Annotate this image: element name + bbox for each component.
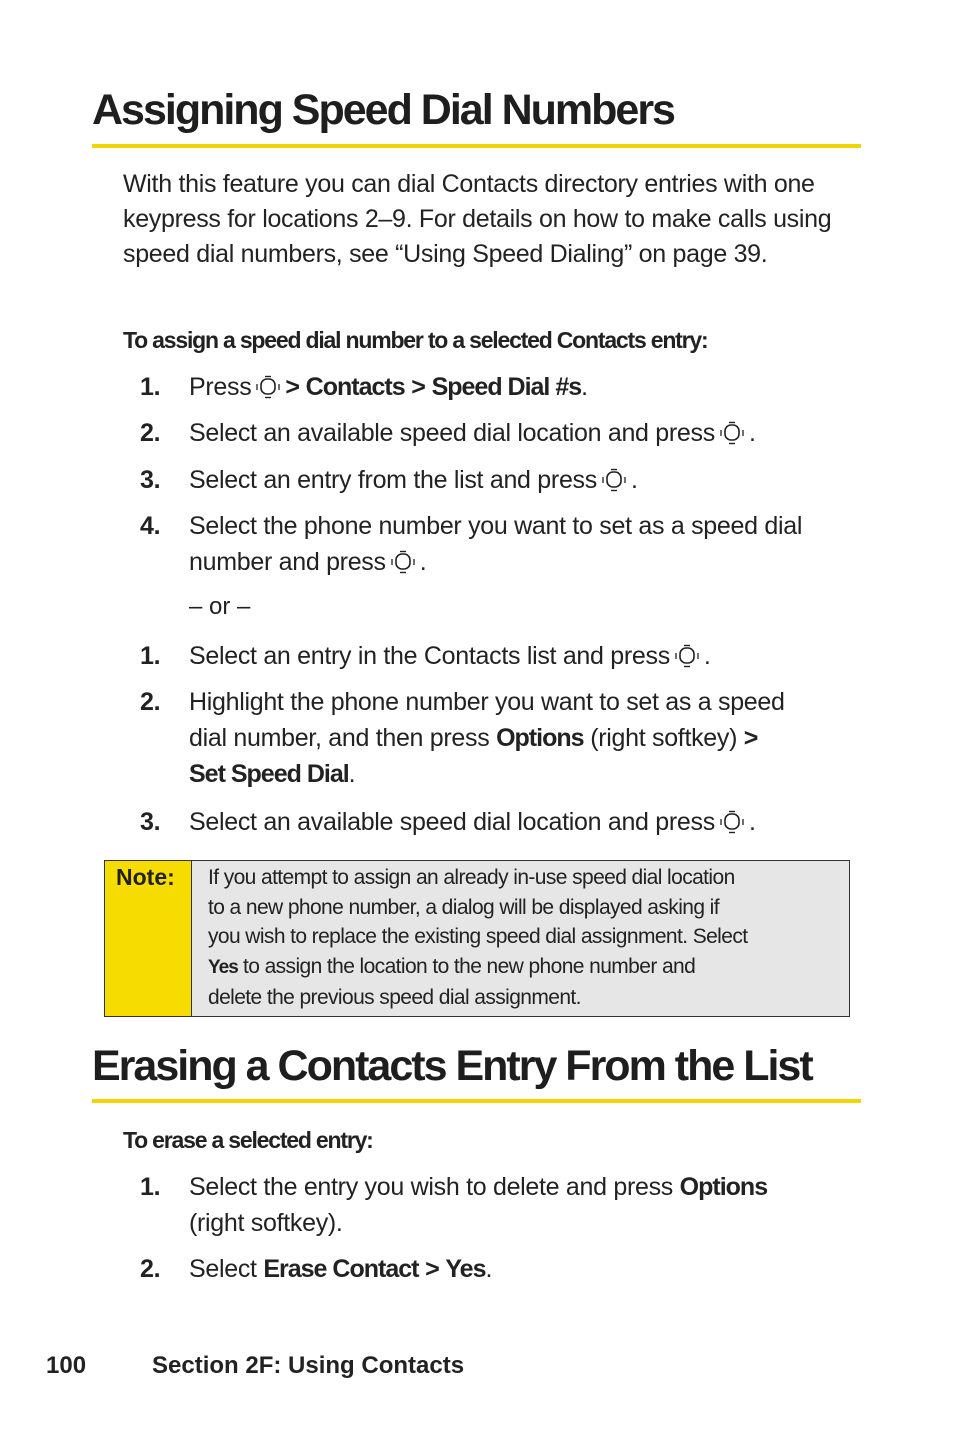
subheading-erase: To erase a selected entry: (123, 1127, 373, 1153)
intro-paragraph: With this feature you can dial Contacts directory entries with one keypress for locations 2–9. For details on how to make calls using speed dial numbers, see “Using Speed Dialing” on page 39. (123, 170, 832, 268)
step-number: 3. (140, 808, 161, 836)
step-number: 1. (140, 1173, 161, 1201)
step-number: 4. (140, 512, 161, 540)
set-speed-dial-label: Set Speed Dial (189, 760, 349, 788)
step-number: 2. (140, 688, 161, 716)
step-text: Select an entry in the Contacts list and press . (189, 642, 711, 670)
erase-contact-label: Erase Contact (263, 1255, 419, 1283)
title-rule (92, 1099, 861, 1103)
section-title-speed-dial: Assigning Speed Dial Numbers (92, 86, 674, 134)
note-text: If you attempt to assign an already in-use speed dial location to a new phone number, a dialog will be displayed asking if you wish to replace the existing speed dial assignment. Select Yes to assign the location to the new phone number and delete the previous speed dial assignment. (208, 866, 748, 1009)
section-title-erase: Erasing a Contacts Entry From the List (92, 1042, 812, 1090)
yes-label: Yes (445, 1255, 486, 1283)
step-number: 3. (140, 466, 161, 494)
menu-path-speed-dial: Speed Dial #s (431, 373, 582, 401)
title-rule (92, 144, 861, 148)
step-number: 1. (140, 373, 161, 401)
step-number: 2. (140, 1255, 161, 1283)
menu-ok-key-icon (390, 550, 416, 574)
menu-ok-key-icon (674, 644, 700, 668)
page-number: 100 (46, 1352, 87, 1379)
menu-ok-key-icon (601, 468, 627, 492)
step-text: Select Erase Contact > Yes. (189, 1255, 493, 1283)
menu-path-contacts: Contacts (305, 373, 405, 401)
step-text: Select the phone number you want to set as a speed dial number and press . (189, 512, 803, 576)
step-text: Press > Contacts > Speed Dial #s. (189, 373, 588, 401)
menu-ok-key-icon (719, 421, 745, 445)
step-text: Select the entry you wish to delete and press Options (right softkey). (189, 1173, 768, 1237)
options-softkey-label: Options (496, 724, 584, 752)
section-footer: Section 2F: Using Contacts (152, 1352, 465, 1379)
step-text: Select an available speed dial location and press . (189, 419, 756, 447)
step-text: Select an entry from the list and press . (189, 466, 638, 494)
options-softkey-label: Options (679, 1173, 768, 1201)
note-box (104, 860, 850, 1017)
step-text: Select an available speed dial location and press . (189, 808, 756, 836)
note-yes-label: Yes (208, 957, 238, 979)
or-separator: – or – (189, 593, 251, 620)
note-label-cell (105, 861, 192, 1016)
menu-ok-key-icon (719, 810, 745, 834)
step-number: 2. (140, 419, 161, 447)
step-number: 1. (140, 642, 161, 670)
note-label: Note: (116, 864, 175, 890)
subheading-assign: To assign a speed dial number to a selected Contacts entry: (123, 327, 708, 353)
menu-ok-key-icon (255, 375, 281, 399)
step-text: Highlight the phone number you want to set as a speed dial number, and then press Options (right softkey) > Set Speed Dial. (189, 688, 785, 788)
